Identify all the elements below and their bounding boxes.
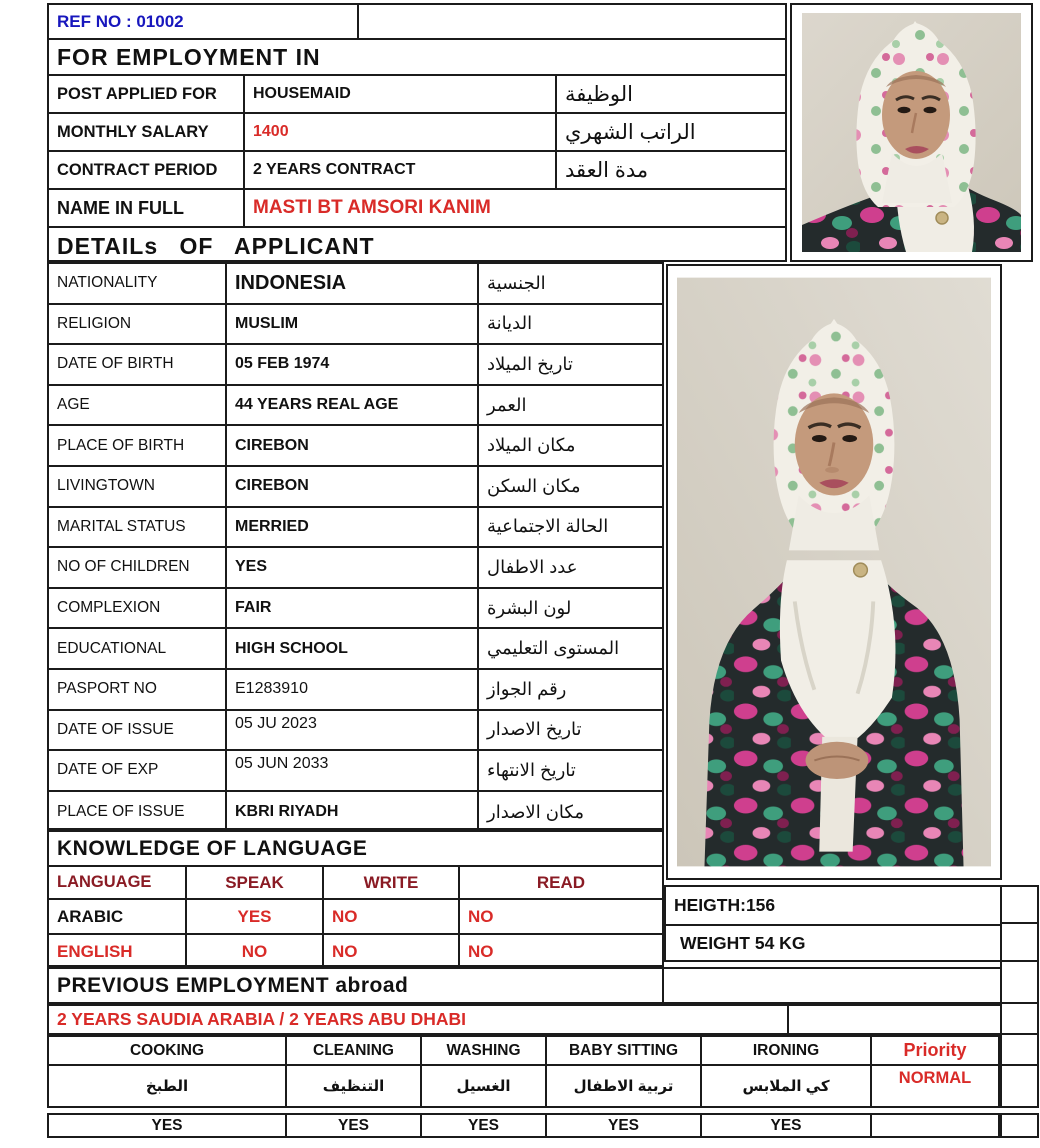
marital-status-value: MERRIED [227,508,479,547]
monthly-salary-value: 1400 [245,114,557,150]
baby-sitting-arabic: تربية الاطفال [547,1066,702,1106]
date-of-issue-label: DATE OF ISSUE [49,711,227,750]
place-of-issue-value: KBRI RIYADH [227,792,479,833]
livingtown-arabic: مكان السكن [487,475,581,496]
previous-employment-header-row [47,967,1002,1004]
date-of-exp-arabic: تاريخ الانتهاء [487,759,576,780]
washing-arabic: الغسيل [422,1066,547,1106]
write-col-header: WRITE [324,867,460,898]
arabic-speak-value: YES [187,900,324,933]
cleaning-header: CLEANING [287,1037,422,1064]
english-write-value: NO [324,935,460,969]
monthly-salary-label: MONTHLY SALARY [49,114,245,150]
passport-no-label: PASPORT NO [49,670,227,709]
language-col-header: LANGUAGE [49,867,187,898]
educational-label: EDUCATIONAL [49,629,227,668]
place-of-birth-label: PLACE OF BIRTH [49,426,227,465]
ironing-arabic: كي الملابس [702,1066,872,1106]
empty-cell [1000,1113,1039,1138]
contract-period-label: CONTRACT PERIOD [49,152,245,188]
arabic-language-label: ARABIC [49,900,187,933]
date-of-issue-arabic: تاريخ الاصدار [487,719,582,740]
age-label: AGE [49,386,227,425]
children-arabic: عدد الاطفال [487,556,578,577]
ref-no-text: REF NO : 01002 [57,11,184,31]
place-of-birth-value: CIREBON [227,426,479,465]
empty-cell [789,1006,1000,1033]
half-body-illustration [677,273,991,871]
cooking-answer: YES [49,1115,287,1136]
english-speak-value: NO [187,935,324,969]
date-of-birth-value: 05 FEB 1974 [227,345,479,384]
applicant-headshot-photo [790,3,1033,262]
skills-table [47,1035,1000,1108]
priority-label: Priority [903,1040,967,1060]
date-of-birth-arabic: تاريخ الميلاد [487,353,573,374]
empty-cell [1000,1004,1039,1035]
empty-cell [1000,962,1039,1004]
age-value: 44 YEARS REAL AGE [227,386,479,425]
applicant-half-body-photo [666,264,1002,880]
baby-sitting-answer: YES [547,1115,702,1136]
right-margin-cells [1000,885,1039,1108]
read-col-header: READ [536,872,586,892]
baby-sitting-header: BABY SITTING [547,1037,702,1064]
employment-history-value: 2 YEARS SAUDIA ARABIA / 2 YEARS ABU DHABI [49,1006,789,1033]
ref-no-cell [49,5,359,38]
cooking-arabic: الطبخ [49,1066,287,1106]
livingtown-label: LIVINGTOWN [49,467,227,506]
educational-arabic: المستوى التعليمي [487,638,620,659]
empty-cell [1000,1035,1039,1066]
section-title-for-employment: FOR EMPLOYMENT IN [57,43,321,70]
educational-value: HIGH SCHOOL [227,629,479,668]
age-arabic: العمر [487,394,527,415]
date-of-birth-label: DATE OF BIRTH [49,345,227,384]
physical-stats-box [664,885,1002,962]
empty-cell [872,1115,998,1136]
employment-header-table [47,3,787,262]
empty-cell [664,969,1000,1002]
place-of-issue-label: PLACE OF ISSUE [49,792,227,833]
ironing-header: IRONING [702,1037,872,1064]
english-read-value: NO [468,942,494,961]
ironing-answer: YES [702,1115,872,1136]
weight-value: WEIGHT 54 KG [680,932,806,953]
washing-header: WASHING [422,1037,547,1064]
marital-status-label: MARITAL STATUS [49,508,227,547]
empty-cell [1000,885,1039,924]
monthly-salary-arabic: الراتب الشهري [565,120,696,144]
previous-employment-title: PREVIOUS EMPLOYMENT abroad [49,969,664,1002]
language-table [47,830,664,967]
passport-no-arabic: رقم الجواز [487,678,567,699]
post-applied-value: HOUSEMAID [245,76,557,112]
complexion-value: FAIR [227,589,479,628]
skills-answers-row [47,1113,1000,1138]
arabic-read-value: NO [468,906,494,926]
contract-period-value: 2 YEARS CONTRACT [245,152,557,188]
religion-value: MUSLIM [227,305,479,344]
washing-answer: YES [422,1115,547,1136]
headshot-illustration [802,13,1021,252]
cooking-header: COOKING [49,1037,287,1064]
nationality-value: INDONESIA [227,264,479,303]
livingtown-value: CIREBON [227,467,479,506]
cleaning-arabic: التنظيف [287,1066,422,1106]
religion-arabic: الديانة [487,313,533,334]
section-title-details: DETAILs OF APPLICANT [57,232,375,259]
children-value: YES [227,548,479,587]
children-label: NO OF CHILDREN [49,548,227,587]
complexion-arabic: لون البشرة [487,597,572,618]
nationality-arabic: الجنسية [487,272,546,293]
place-of-birth-arabic: مكان الميلاد [487,435,576,456]
empty-cell [1000,924,1039,962]
complexion-label: COMPLEXION [49,589,227,628]
contract-period-arabic: مدة العقد [565,158,649,182]
speak-col-header: SPEAK [187,867,324,898]
cleaning-answer: YES [287,1115,422,1136]
name-label: NAME IN FULL [49,190,245,226]
date-of-issue-value: 05 JU 2023 [227,711,479,750]
language-section-title: KNOWLEDGE OF LANGUAGE [57,836,368,860]
passport-no-value: E1283910 [227,670,479,709]
post-applied-label: POST APPLIED FOR [49,76,245,112]
empty-cell [1000,1066,1039,1108]
date-of-exp-label: DATE OF EXP [49,751,227,790]
nationality-label: NATIONALITY [49,264,227,303]
english-language-label: ENGLISH [49,935,187,969]
post-applied-arabic: الوظيفة [565,82,634,106]
previous-employment-history-row [47,1004,1002,1035]
details-table [47,262,664,830]
date-of-exp-value: 05 JUN 2033 [227,751,479,790]
religion-label: RELIGION [49,305,227,344]
height-value: HEIGTH:156 [674,895,776,915]
name-value: MASTI BT AMSORI KANIM [253,197,491,218]
marital-status-arabic: الحالة الاجتماعية [487,516,609,537]
empty-cell [359,5,785,38]
place-of-issue-arabic: مكان الاصدار [487,801,584,822]
arabic-write-value: NO [324,900,460,933]
priority-value: NORMAL [898,1069,972,1087]
